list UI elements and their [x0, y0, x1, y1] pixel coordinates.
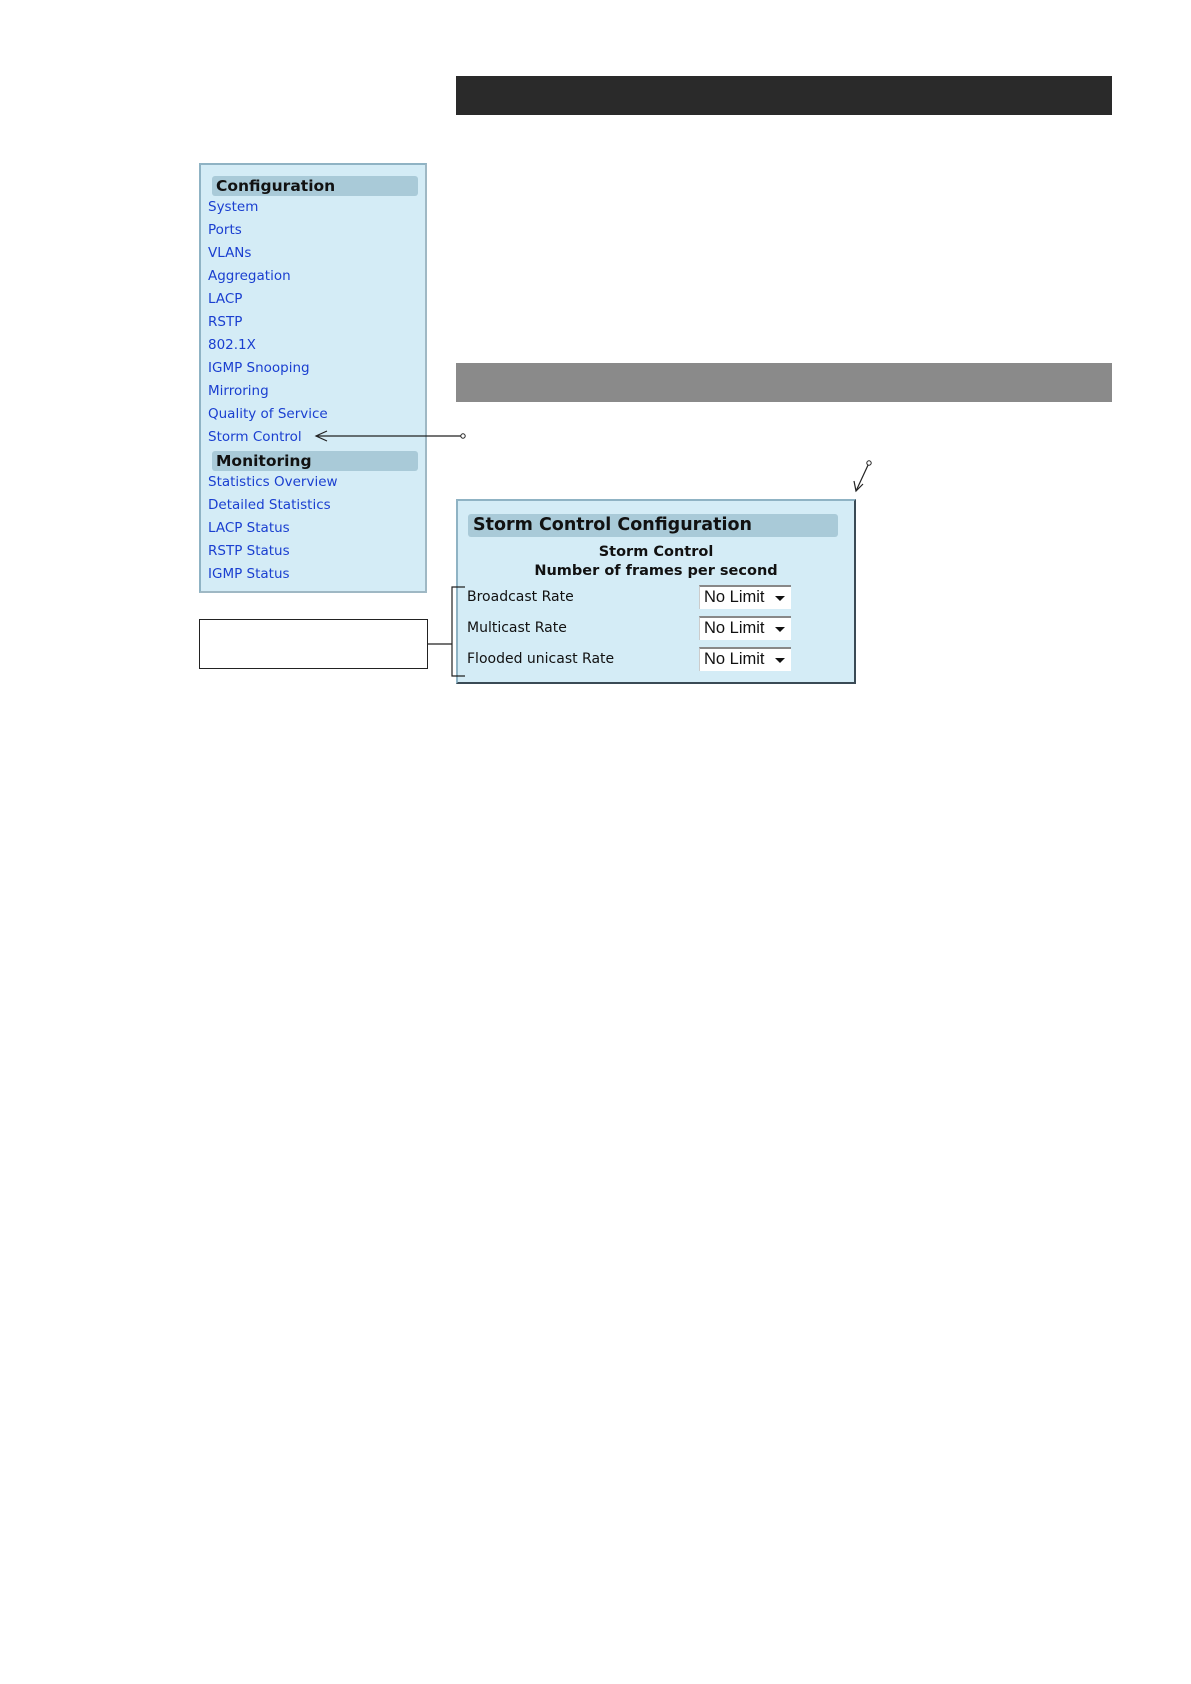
menu-item-aggregation[interactable]: Aggregation	[208, 268, 291, 284]
multicast-rate-value: No Limit	[704, 619, 765, 637]
menu-item-igmp-snooping[interactable]: IGMP Snooping	[208, 360, 310, 376]
panel-subtitle-frames: Number of frames per second	[534, 563, 778, 579]
menu-item-detailed-statistics[interactable]: Detailed Statistics	[208, 497, 331, 513]
callout-line-panel	[856, 463, 869, 491]
broadcast-rate-value: No Limit	[704, 588, 765, 606]
menu-item-lacp[interactable]: LACP	[208, 291, 243, 307]
panel-subtitle: Storm Control	[598, 544, 714, 560]
menu-item-vlans[interactable]: VLANs	[208, 245, 252, 261]
callout-dot	[867, 461, 871, 465]
multicast-rate-label: Multicast Rate	[467, 620, 567, 636]
menu-item-ports[interactable]: Ports	[208, 222, 242, 238]
menu-section-monitoring: Monitoring	[212, 451, 418, 471]
broadcast-rate-label: Broadcast Rate	[467, 589, 574, 605]
flooded-unicast-rate-value: No Limit	[704, 650, 765, 668]
menu-item-statistics-overview[interactable]: Statistics Overview	[208, 474, 338, 490]
menu-item-rstp-status[interactable]: RSTP Status	[208, 543, 290, 559]
menu-item-quality-of-service[interactable]: Quality of Service	[208, 406, 328, 422]
menu-item-rstp[interactable]: RSTP	[208, 314, 243, 330]
menu-item-igmp-status[interactable]: IGMP Status	[208, 566, 290, 582]
flooded-unicast-rate-label: Flooded unicast Rate	[467, 651, 615, 667]
menu-item-mirroring[interactable]: Mirroring	[208, 383, 269, 399]
menu-item-storm-control[interactable]: Storm Control	[208, 429, 302, 445]
callout-dot	[461, 434, 465, 438]
menu-item-8021x[interactable]: 802.1X	[208, 337, 256, 353]
rows-bracket	[452, 587, 465, 676]
panel-title: Storm Control Configuration	[468, 514, 838, 537]
menu-section-configuration: Configuration	[212, 176, 418, 196]
menu-item-system[interactable]: System	[208, 199, 259, 215]
menu-item-lacp-status[interactable]: LACP Status	[208, 520, 290, 536]
